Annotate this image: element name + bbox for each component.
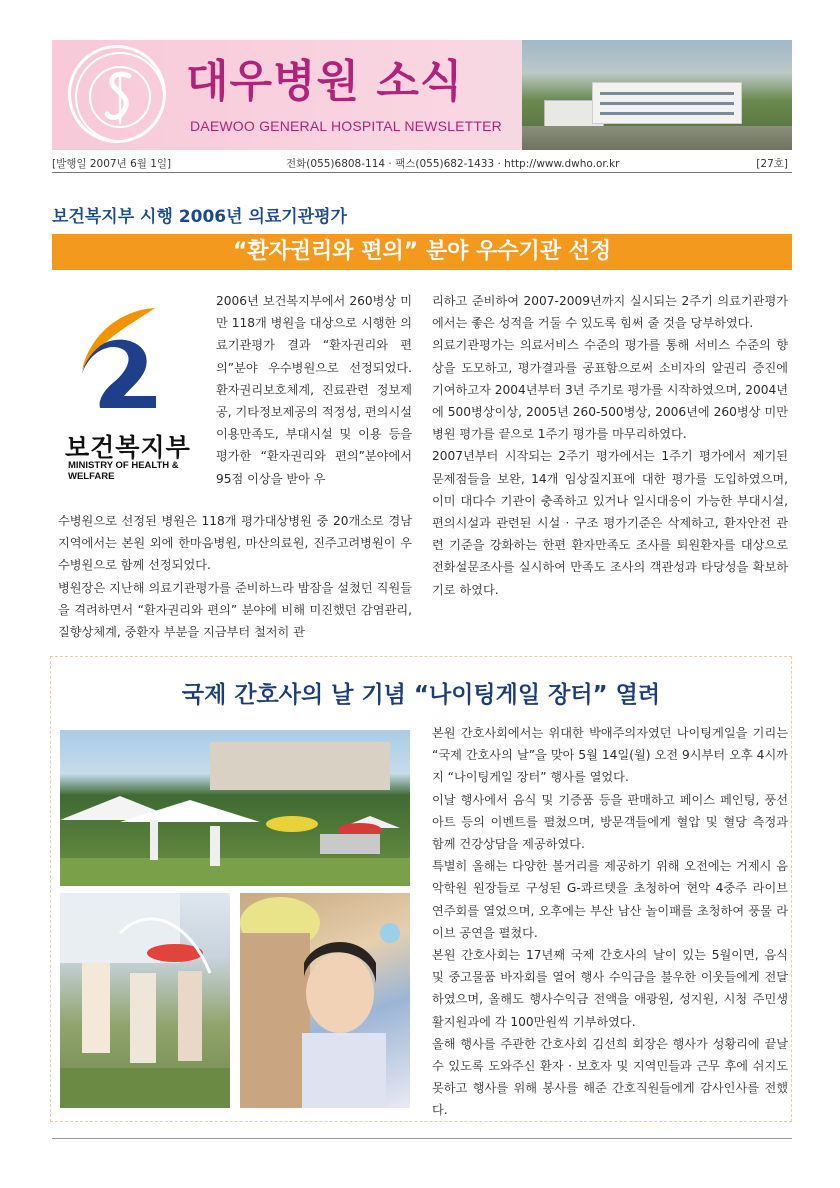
article1-banner-headline: “환자권리와 편의” 분야 우수기관 선정 — [52, 234, 792, 270]
article2-headline: 국제 간호사의 날 기념 “나이팅게일 장터” 열려 — [181, 682, 661, 708]
article1-col1-top — [216, 290, 412, 490]
photo-folk-performance — [60, 893, 230, 1108]
seal-graphic — [71, 48, 169, 146]
article1-paragraph: 병원장은 지난해 의료기관평가를 준비하느라 밤잠을 설쳤던 직원들을 격려하면서 “환자권리와 편의” 분야에 비해 미진했던 감염관리, 질향상체계, 중환자 부분을 지금부터 철저히 관 — [58, 580, 412, 640]
newsletter-title: 대우병원 소식 — [186, 56, 464, 107]
issue-date: [발행일 2007년 6월 1일] — [52, 158, 172, 170]
article2-paragraph: 올해 행사를 주관한 간호사회 김선희 회장은 행사가 성황리에 끝날 수 있도록 도와주신 환자 · 보호자 및 지역민들과 근무 후에 쉬지도 못하고 행사를 위해 봉사를 해준 간호직원들에게 감사인사를 전했다. — [432, 1036, 788, 1118]
header-divider — [52, 172, 792, 173]
article2-body — [432, 722, 788, 1122]
masthead — [52, 40, 792, 150]
article1-col2 — [432, 290, 788, 601]
photo-face-painting — [240, 893, 410, 1108]
article1-kicker: 보건복지부 시행 2006년 의료기관평가 — [52, 207, 347, 227]
footer-divider — [52, 1138, 792, 1139]
hospital-seal-logo — [68, 45, 166, 143]
article1-paragraph: 2007년부터 시작되는 2주기 평가에서는 1주기 평가에서 제기된 문제점들을 보완, 14개 임상질지표에 대한 평가를 도입하였으며, 이미 대다수 기관이 충족하고 있거나 일시대응이 가능한 부대시설, 편의시설과 관련된 시설 · 구조 평가기준은 삭제하고, 환자안전 관련 기준을 강화하는 한편 환자만족도 조사를 퇴원환자를 대상으로 전화설문조사를 실시하여 만족도 조사의 객관성과 타당성을 확보하기로 하였다. — [432, 449, 788, 597]
hospital-photo — [522, 40, 792, 150]
parking-lot — [522, 126, 792, 150]
contact-info: 전화(055)6808-114 · 팩스(055)682-1433 · http://www.dwho.or.kr — [286, 158, 620, 170]
article1-paragraph: 수병원으로 선정된 병원은 118개 평가대상병원 중 20개소로 경남지역에서는 본원 외에 한마음병원, 마산의료원, 진주고려병원이 우수병원으로 함께 선정되었다. — [58, 514, 412, 573]
article2-paragraph: 본원 간호사회에서는 위대한 박애주의자였던 나이팅게일을 기리는 “국제 간호사의 날”을 맞아 5월 14일(월) 오전 9시부터 오후 4시까지 “나이팅게일 장터” 행사를 열었다. — [432, 726, 788, 785]
article1-paragraph: 리하고 준비하여 2007-2009년까지 실시되는 2주기 의료기관평가에서는 좋은 성적을 거둘 수 있도록 힘써 줄 것을 당부하였다. — [432, 294, 788, 331]
ministry-name-kr: 보건복지부 — [65, 433, 191, 462]
article2-paragraph: 특별히 올해는 다양한 볼거리를 제공하기 위해 오전에는 거제시 음악학원 원장들로 구성된 G-콰르텟을 초청하여 현악 4중주 라이브 연주회를 열었으며, 오후에는 부산 남산 놀이패를 초청하여 풍물 라이브 공연을 펼쳤다. — [432, 859, 788, 940]
article1-col1-bottom — [58, 510, 412, 643]
ministry-logo — [60, 300, 210, 482]
article2-paragraph: 본원 간호사회는 17년째 국제 간호사의 날이 있는 5월이면, 음식 및 중고물품 바자회를 열어 행사 수익금을 불우한 이웃들에게 전달하였으며, 올해도 행사수익금 전액을 애광원, 성지원, 시청 주민생활지원과에 각 100만원씩 기부하였다. — [432, 948, 788, 1029]
article1-paragraph: 2006년 보건복지부에서 260병상 미만 118개 병원을 대상으로 시행한 의료기관평가 결과 “환자권리와 편의”분야 우수병원으로 선정되었다. 환자권리보호체계, 진료관련 정보제공, 기타정보제공의 적정성, 편의시설이용만족도, 부대시설 및 이용 등을 평가한 “환자권리와 편의”분야에서 95점 이상을 받아 우 — [216, 294, 412, 486]
article2-paragraph: 이날 행사에서 음식 및 기증품 등을 판매하고 페이스 페인팅, 풍선아트 등의 이벤트를 펼쳤으며, 방문객들에게 혈압 및 혈당 측정과 함께 건강상담을 제공하였다. — [432, 792, 788, 852]
newsletter-subtitle: DAEWOO GENERAL HOSPITAL NEWSLETTER — [190, 118, 502, 134]
ministry-emblem-icon — [60, 300, 200, 425]
issue-number: [27호] — [756, 158, 788, 170]
ministry-name-en: MINISTRY OF HEALTH & WELFARE — [68, 460, 179, 482]
photo-market-tents — [60, 730, 410, 886]
article1-paragraph: 의료기관평가는 의료서비스 수준의 평가를 통해 서비스 수준의 향상을 도모하고, 평가결과를 공표함으로써 소비자의 알권리 증진에 기여하고자 2004년부터 3년 주기로 평가를 시작하였으며, 2004년에 500병상이상, 2005년 260-500병상, 2006년에 260병상 미만 병원 평가를 끝으로 1주기 평가를 마무리하였다. — [432, 338, 788, 442]
issue-info-bar — [52, 154, 792, 172]
